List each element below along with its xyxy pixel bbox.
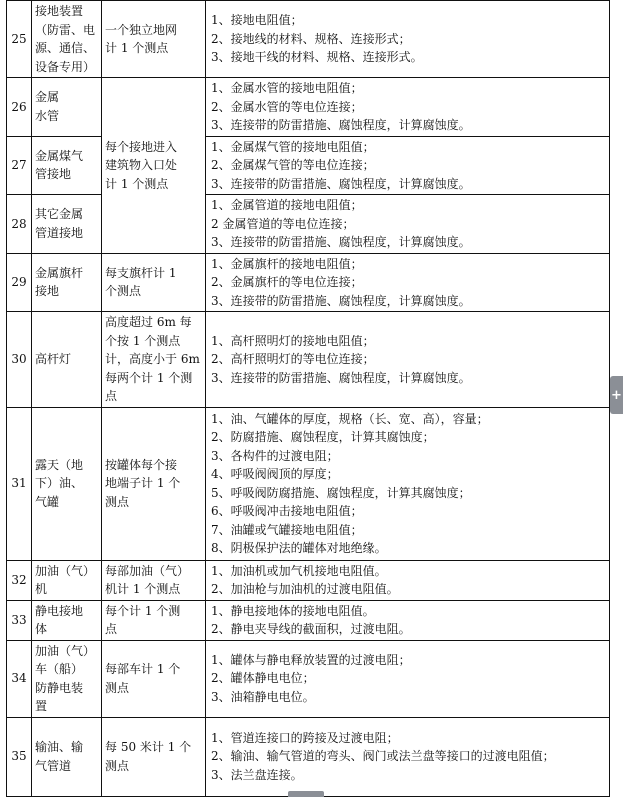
item-name-line: 加油（气） — [35, 563, 96, 578]
inspection-content-line: 2、高杆照明灯的等电位连接； — [211, 352, 375, 366]
inspection-content-line: 1、金属煤气管的接地电阻值； — [211, 139, 375, 154]
inspection-content — [206, 195, 610, 254]
row-number: 31 — [7, 407, 32, 560]
item-name — [32, 253, 102, 312]
inspection-content-line: 3、油箱静电电位。 — [211, 689, 315, 704]
inspection-content-line: 3、连接带的防雷措施、腐蚀程度，计算腐蚀度。 — [211, 118, 471, 132]
test-point-rule — [102, 253, 206, 312]
row-number: 26 — [7, 78, 32, 137]
test-point-rule-line: 点 — [105, 622, 118, 636]
inspection-content-line: 3、连接带的防雷措施、腐蚀程度，计算腐蚀度。 — [211, 235, 471, 249]
inspection-content-line: 3、法兰盘连接。 — [211, 767, 303, 782]
item-name-line: 气管道 — [35, 758, 72, 773]
inspection-content-line: 2、接地线的材料、规格、连接形式； — [211, 31, 411, 46]
test-point-rule-line: 点 — [105, 389, 118, 403]
test-point-rule — [102, 560, 206, 600]
inspection-content-line: 2、金属煤气管的等电位连接； — [211, 158, 375, 172]
item-name-line: 输油、输 — [35, 740, 84, 754]
test-point-rule — [102, 407, 206, 560]
inspection-content — [206, 560, 610, 600]
inspection-content-line: 1、接地电阻值； — [211, 13, 303, 28]
test-point-rule-line: 每 50 米计 1 个 — [105, 740, 192, 754]
item-name — [32, 560, 102, 600]
table-row — [7, 717, 610, 796]
item-name-line: 高杆灯 — [35, 352, 72, 366]
inspection-content — [206, 253, 610, 312]
test-point-rule-line: 测点 — [105, 680, 130, 695]
item-name — [32, 717, 102, 796]
test-point-rule-line: 每部车计 1 个 — [105, 662, 181, 676]
inspection-content-line: 2、罐体静电电位； — [211, 671, 315, 686]
item-name-line: 接地装置 — [35, 4, 84, 18]
table-row — [7, 407, 610, 560]
inspection-content-line: 3、连接带的防雷措施、腐蚀程度，计算腐蚀度。 — [211, 293, 471, 308]
item-name-line: 下）油、 — [35, 476, 84, 491]
test-point-rule-line: 按罐体每个接 — [105, 457, 178, 472]
item-name-line: （防雷、电 — [35, 22, 96, 37]
inspection-content-line: 4、呼吸阀阀顶的厚度； — [211, 467, 339, 481]
row-number: 34 — [7, 640, 32, 717]
test-point-rule — [102, 600, 206, 640]
test-point-rule-line: 每部加油（气） — [105, 563, 190, 578]
plus-icon: + — [611, 387, 622, 403]
table-row — [7, 253, 610, 312]
inspection-content-line: 2、输油、输气管道的弯头、阀门或法兰盘等接口的过渡电阻值； — [211, 749, 555, 764]
test-point-rule — [102, 1, 206, 78]
item-name-line: 源、通信、 — [35, 41, 96, 55]
inspection-content-line: 2、金属旗杆的等电位连接； — [211, 275, 363, 289]
inspection-content-line: 2、金属水管的等电位连接； — [211, 99, 363, 114]
test-point-rule — [102, 640, 206, 717]
item-name — [32, 640, 102, 717]
row-number: 33 — [7, 600, 32, 640]
test-point-rule-line: 计 1 个测点 — [105, 41, 169, 55]
test-point-rule-line: 测点 — [105, 494, 130, 509]
table-row — [7, 560, 610, 600]
inspection-content-line: 1、油、气罐体的厚度，规格（长、宽、高），容量； — [211, 411, 489, 426]
test-point-rule-line: 每个接地进入 — [105, 139, 178, 154]
test-point-rule-line: 高度超过 6m 每 — [105, 315, 192, 329]
item-name — [32, 407, 102, 560]
test-point-rule-line: 地端子计 1 个 — [105, 476, 181, 491]
inspection-content — [206, 600, 610, 640]
test-point-rule-line: 机计 1 个测点 — [105, 582, 181, 596]
inspection-content — [206, 1, 610, 78]
inspection-content-line: 3、连接带的防雷措施、腐蚀程度，计算腐蚀度。 — [211, 176, 471, 191]
test-point-rule-line: 建筑物入口处 — [105, 158, 178, 172]
test-point-rule-line: 每两个计 1 个测 — [105, 370, 193, 385]
table-row — [7, 136, 610, 195]
inspection-content-line: 3、接地干线的材料、规格、连接形式。 — [211, 50, 423, 65]
test-point-rule-line: 计，高度小于 6m — [105, 352, 200, 366]
test-point-rule-line: 每支旗杆计 1 — [105, 265, 177, 280]
row-number: 35 — [7, 717, 32, 796]
test-point-rule-line: 个测点 — [105, 284, 142, 299]
item-name-line: 金属旗杆 — [35, 265, 84, 280]
inspection-content-line: 1、静电接地体的接地电阻值。 — [211, 603, 375, 618]
inspection-content — [206, 717, 610, 796]
item-name-line: 露天（地 — [35, 457, 84, 472]
inspection-content-line: 1、高杆照明灯的接地电阻值； — [211, 333, 375, 348]
item-name-line: 接地 — [35, 284, 60, 299]
item-name-line: 金属煤气 — [35, 148, 84, 163]
inspection-items-table — [6, 0, 610, 797]
inspection-content-line: 1、加油机或加气机接地电阻值。 — [211, 563, 387, 578]
test-point-rule-line: 测点 — [105, 758, 130, 773]
item-name — [32, 78, 102, 137]
inspection-content — [206, 136, 610, 195]
inspection-content-line: 5、呼吸阀防腐措施、腐蚀程度，计算其腐蚀度； — [211, 485, 471, 500]
item-name-line: 管道接地 — [35, 225, 84, 240]
item-name — [32, 600, 102, 640]
item-name — [32, 312, 102, 408]
item-name-line: 气罐 — [35, 494, 60, 509]
item-name — [32, 1, 102, 78]
inspection-content-line: 1、金属水管的接地电阻值； — [211, 81, 363, 95]
inspection-content-line: 2、防腐措施、腐蚀程度，计算其腐蚀度； — [211, 430, 435, 444]
item-name-line: 车（船） — [35, 662, 84, 676]
row-number: 27 — [7, 136, 32, 195]
inspection-content-line: 2、静电夹导线的截面积，过渡电阻。 — [211, 622, 411, 636]
test-point-rule-line: 一个独立地网 — [105, 22, 178, 37]
inspection-content — [206, 407, 610, 560]
item-name-line: 静电接地 — [35, 603, 84, 618]
side-expand-tab[interactable] — [610, 376, 623, 414]
inspection-content-line: 2 金属管道的等电位连接； — [211, 216, 355, 231]
row-number: 29 — [7, 253, 32, 312]
table-row — [7, 1, 610, 78]
item-name-line: 加油（气） — [35, 643, 96, 658]
test-point-rule-line: 计 1 个测点 — [105, 176, 169, 191]
inspection-content-line: 3、各构件的过渡电阻； — [211, 448, 339, 463]
test-point-rule-line: 每个计 1 个测 — [105, 603, 181, 618]
table-row — [7, 600, 610, 640]
item-name-line: 水管 — [35, 108, 60, 123]
item-name — [32, 195, 102, 254]
inspection-content-line: 7、油罐或气罐接地电阻值； — [211, 522, 363, 537]
table-row — [7, 640, 610, 717]
inspection-content — [206, 78, 610, 137]
table-row — [7, 78, 610, 137]
item-name-line: 防静电装 — [35, 680, 84, 695]
inspection-content-line: 1、金属管道的接地电阻值； — [211, 198, 363, 212]
row-number: 30 — [7, 312, 32, 408]
row-number: 28 — [7, 195, 32, 254]
inspection-content-line: 1、罐体与静电释放装置的过渡电阻； — [211, 652, 411, 667]
inspection-content-line: 6、呼吸阀冲击接地电阻值； — [211, 504, 363, 518]
test-point-rule — [102, 78, 206, 254]
item-name-line: 机 — [35, 582, 48, 596]
inspection-content — [206, 312, 610, 408]
inspection-content-line: 1、管道连接口的跨接及过渡电阻； — [211, 730, 399, 745]
test-point-rule — [102, 312, 206, 408]
table-row — [7, 195, 610, 254]
inspection-content — [206, 640, 610, 717]
row-number: 25 — [7, 1, 32, 78]
item-name-line: 其它金属 — [35, 207, 84, 222]
inspection-content-line: 3、连接带的防雷措施、腐蚀程度，计算腐蚀度。 — [211, 370, 471, 385]
item-name-line: 体 — [35, 622, 48, 636]
inspection-content-line: 8、阴极保护法的罐体对地绝缘。 — [211, 541, 387, 555]
item-name — [32, 136, 102, 195]
item-name-line: 管接地 — [35, 167, 72, 182]
inspection-content-line: 1、金属旗杆的接地电阻值； — [211, 256, 363, 271]
test-point-rule — [102, 717, 206, 796]
item-name-line: 金属 — [35, 90, 60, 105]
bottom-scroll-handle[interactable] — [288, 791, 324, 797]
test-point-rule-line: 个按 1 个测点 — [105, 333, 181, 348]
row-number: 32 — [7, 560, 32, 600]
inspection-content-line: 2、加油枪与加油机的过渡电阻值。 — [211, 582, 399, 596]
item-name-line: 设备专用） — [35, 59, 96, 74]
table-row — [7, 312, 610, 408]
item-name-line: 置 — [35, 699, 48, 713]
